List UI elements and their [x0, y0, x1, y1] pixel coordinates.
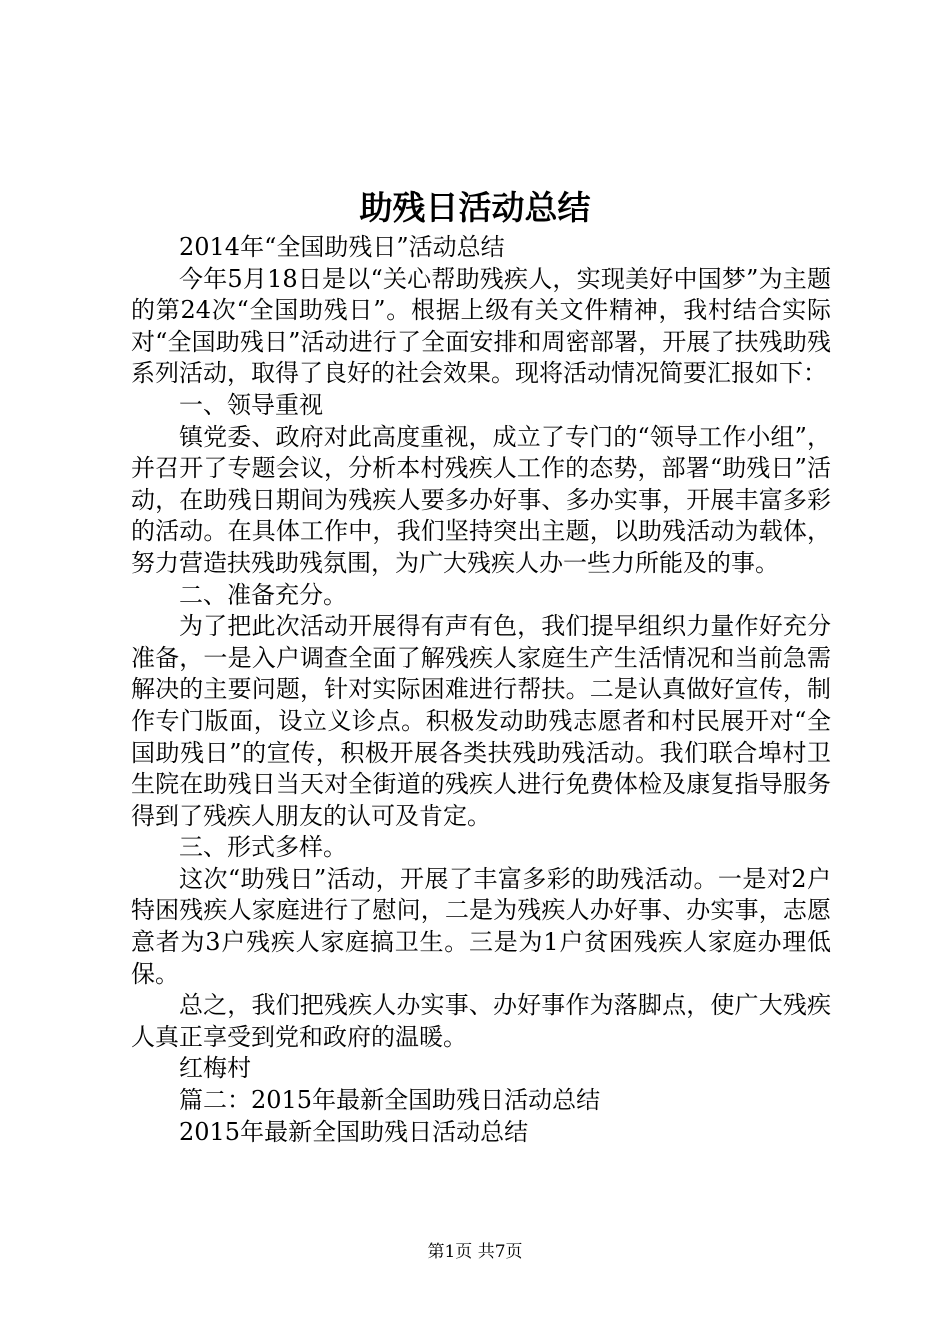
heading-section-3: 三、形式多样。 [179, 833, 347, 862]
heading-part-two: 篇二：2015年最新全国助残日活动总结 [179, 1086, 601, 1115]
paragraph-intro: 今年5月18日是以“关心帮助残疾人，实现美好中国梦”为主题的第24次“全国助残日”。根据上级有关文件精神，我村结合实际对“全国助残日”活动进行了全面安排和周密部署，开展了扶残助残系列活动，取得了良好的社会效果。现将活动情况简要汇报如下： [131, 264, 831, 388]
paragraph-section-1: 镇党委、政府对此高度重视，成立了专门的“领导工作小组”，并召开了专题会议，分析本村残疾人工作的态势，部署“助残日”活动，在助残日期间为残疾人要多办好事、多办实事，开展丰富多彩的活动。在具体工作中，我们坚持突出主题，以助残活动为载体，努力营造扶残助残氛围，为广大残疾人办一些力所能及的事。 [131, 422, 831, 577]
document-title: 助残日活动总结 [359, 188, 591, 227]
paragraph-conclusion: 总之，我们把残疾人办实事、办好事作为落脚点，使广大残疾人真正享受到党和政府的温暖。 [131, 991, 831, 1051]
document-body [131, 232, 831, 1148]
paragraph-subtitle-2014: 2014年“全国助残日”活动总结 [179, 233, 505, 261]
heading-section-2: 二、准备充分。 [179, 580, 347, 609]
heading-section-1: 一、领导重视 [179, 390, 323, 419]
page-footer: 第1页 共7页 [427, 1242, 523, 1262]
signature-village: 红梅村 [179, 1054, 251, 1083]
paragraph-section-3: 这次“助残日”活动，开展了丰富多彩的助残活动。一是对2户特困残疾人家庭进行了慰问，二是为残疾人办好事、办实事，志愿意者为3户残疾人家庭搞卫生。三是为1户贫困残疾人家庭办理低保。 [131, 864, 831, 988]
paragraph-section-2: 为了把此次活动开展得有声有色，我们提早组织力量作好充分准备，一是入户调查全面了解残疾人家庭生产生活情况和当前急需解决的主要问题，针对实际困难进行帮扶。二是认真做好宣传，制作专门版面，设立义诊点。积极发动助残志愿者和村民展开对“全国助残日”的宣传，积极开展各类扶残助残活动。我们联合埠村卫生院在助残日当天对全街道的残疾人进行免费体检及康复指导服务得到了残疾人朋友的认可及肯定。 [131, 612, 831, 830]
paragraph-subtitle-2015: 2015年最新全国助残日活动总结 [179, 1117, 529, 1146]
